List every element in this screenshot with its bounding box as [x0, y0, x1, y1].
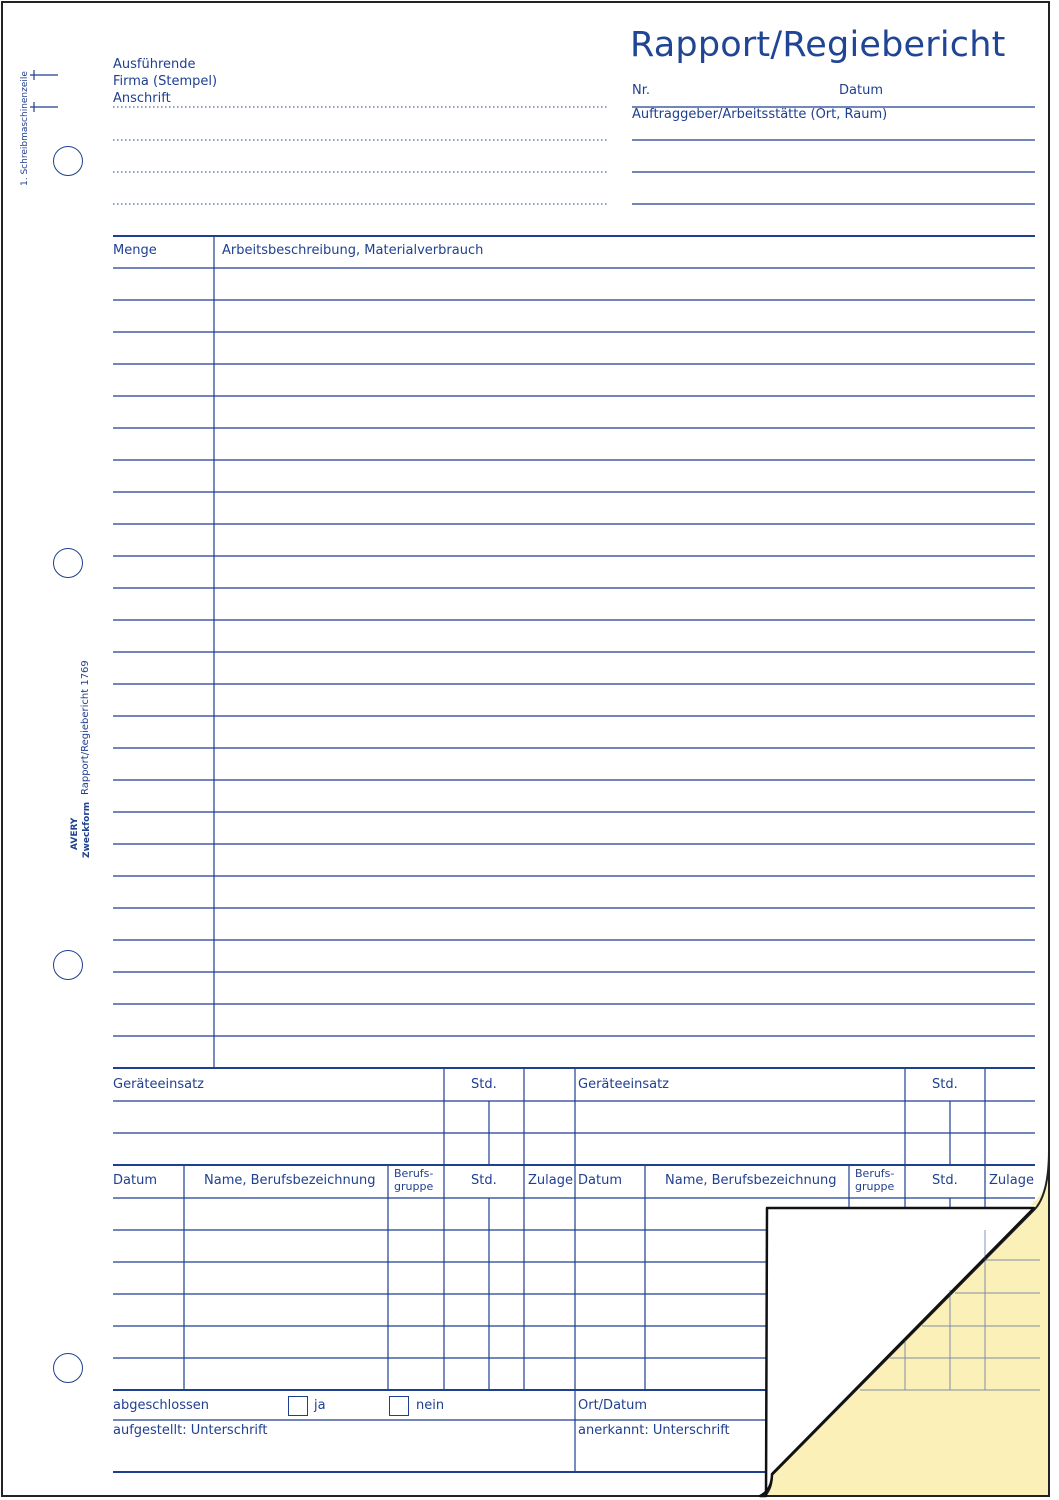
date-label: Datum — [839, 83, 883, 98]
equipment-left-label: Geräteeinsatz — [113, 1077, 204, 1092]
staff-left-bonus: Zulage — [528, 1173, 573, 1188]
nr-label: Nr. — [632, 83, 651, 98]
form-number-label: Rapport/Regiebericht 1769 — [80, 660, 91, 795]
equipment-left-hours: Std. — [471, 1077, 497, 1092]
punch-hole-4 — [53, 1353, 83, 1383]
completed-yes-checkbox[interactable] — [288, 1396, 308, 1416]
typewriter-line-label: 1. Schreibmaschinenzeile — [20, 71, 30, 186]
client-worksite-label: Auftraggeber/Arbeitsstätte (Ort, Raum) — [632, 107, 888, 122]
staff-right-bonus: Zulage — [989, 1173, 1034, 1188]
completed-no-label: nein — [416, 1398, 445, 1413]
equipment-right-label: Geräteeinsatz — [578, 1077, 669, 1092]
description-header: Arbeitsbeschreibung, Materialverbrauch — [222, 243, 484, 258]
punch-hole-3 — [53, 950, 83, 980]
staff-right-date: Datum — [578, 1173, 622, 1188]
brand-logo-zweckform: Zweckform — [82, 801, 92, 858]
staff-right-group-2: gruppe — [855, 1180, 895, 1193]
staff-left-hours: Std. — [471, 1173, 497, 1188]
company-stamp-label: Firma (Stempel) — [113, 74, 218, 89]
completed-label: abgeschlossen — [113, 1398, 209, 1413]
form-title: Rapport/Regiebericht — [630, 25, 1006, 65]
punch-hole-1 — [53, 146, 83, 176]
address-label: Anschrift — [113, 91, 171, 106]
punch-hole-2 — [53, 548, 83, 578]
completed-no-checkbox[interactable] — [389, 1396, 409, 1416]
quantity-header: Menge — [113, 243, 157, 258]
brand-logo-avery: AVERY — [70, 817, 80, 850]
place-date-label: Ort/Datum — [578, 1398, 648, 1413]
equipment-right-hours: Std. — [932, 1077, 958, 1092]
staff-right-name: Name, Berufsbezeichnung — [665, 1173, 837, 1188]
prepared-signature-label: aufgestellt: Unterschrift — [113, 1423, 268, 1438]
staff-right-hours: Std. — [932, 1173, 958, 1188]
staff-left-group-2: gruppe — [394, 1180, 434, 1193]
staff-left-name: Name, Berufsbezeichnung — [204, 1173, 376, 1188]
staff-left-date: Datum — [113, 1173, 157, 1188]
completed-yes-label: ja — [314, 1398, 326, 1413]
approved-signature-label: anerkannt: Unterschrift — [578, 1423, 730, 1438]
staff-left-group-1: Berufs- — [394, 1167, 434, 1180]
staff-right-group-1: Berufs- — [855, 1167, 895, 1180]
contractor-label: Ausführende — [113, 57, 196, 72]
